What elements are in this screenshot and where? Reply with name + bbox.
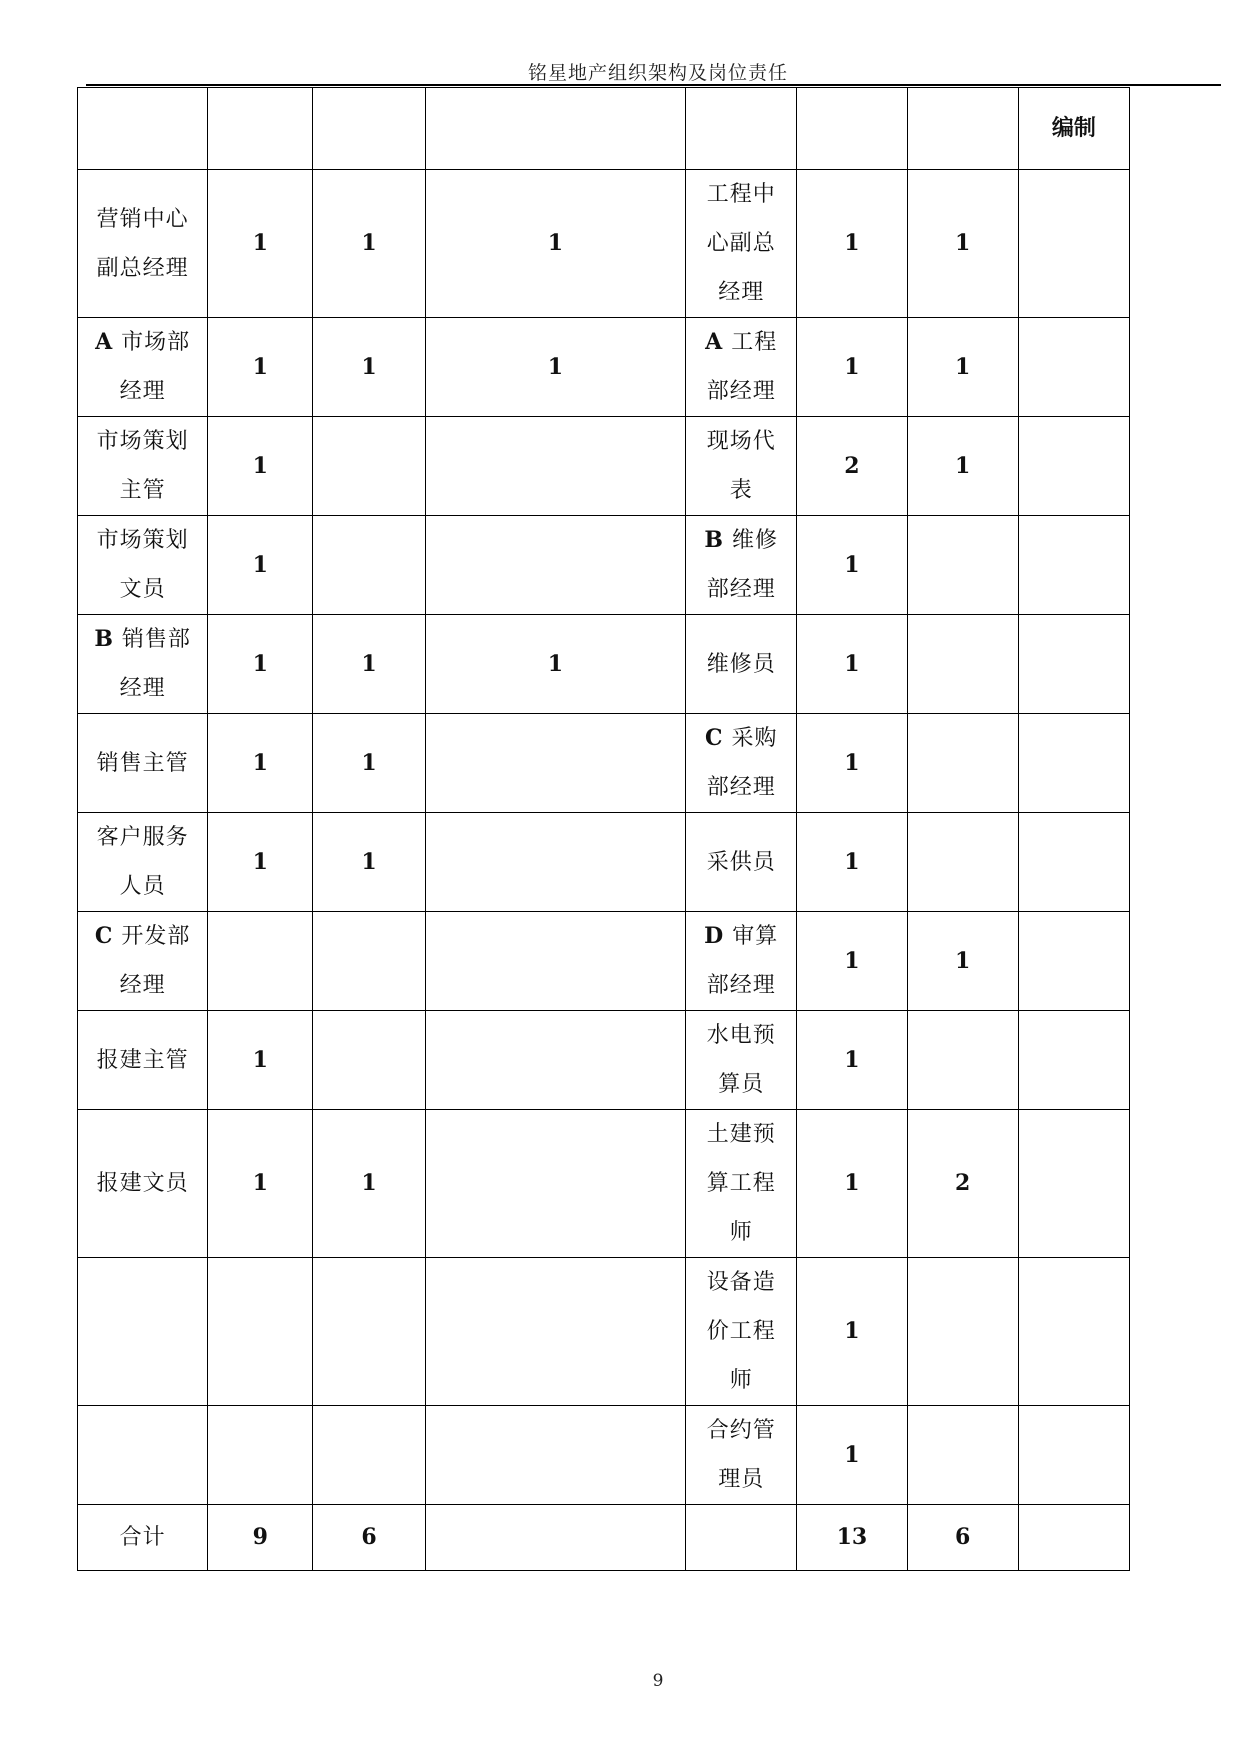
count-cell: 1 [797, 1110, 907, 1258]
count-cell: 2 [797, 417, 907, 516]
position-cell-marketing [78, 615, 208, 714]
count-cell [313, 1406, 425, 1505]
position-cell-engineering [686, 1258, 797, 1406]
position-cell-engineering-prefix: B [704, 527, 725, 553]
table-row [78, 1011, 1130, 1110]
position-cell-engineering [686, 1011, 797, 1110]
position-cell-engineering-label: 现场代 表 [706, 429, 776, 503]
position-cell-engineering-prefix: C [704, 725, 724, 751]
position-cell-marketing-prefix: B [94, 626, 114, 652]
position-cell-engineering-text [707, 1406, 776, 1504]
position-cell-marketing-label: 销售主管 [96, 750, 189, 776]
position-cell-marketing-label: 销售部 经理 [119, 627, 191, 701]
total-row [78, 1505, 1130, 1571]
count-cell: 1 [208, 1110, 313, 1258]
position-cell-engineering [686, 318, 797, 417]
table-row [78, 714, 1130, 813]
total-label-cell-text [120, 1513, 166, 1562]
table-row [78, 615, 1130, 714]
count-cell [1018, 1406, 1129, 1505]
count-cell: 1 [425, 615, 685, 714]
count-cell: 1 [313, 318, 425, 417]
position-cell-engineering-text [707, 417, 776, 515]
count-cell [208, 1258, 313, 1406]
position-cell-engineering-label: 采购 部经理 [706, 726, 778, 800]
table-header-row [78, 88, 1130, 170]
count-cell [425, 516, 685, 615]
position-cell-engineering-label: 水电预 算员 [706, 1023, 776, 1097]
count-cell [313, 1258, 425, 1406]
count-cell [907, 1011, 1018, 1110]
count-cell: 1 [313, 1110, 425, 1258]
position-cell-marketing [78, 813, 208, 912]
position-cell-engineering-text [705, 318, 777, 416]
position-cell-marketing-text [97, 1159, 189, 1208]
position-cell-marketing-text [97, 739, 189, 788]
count-cell: 1 [797, 1406, 907, 1505]
header-cell-staffing: 编制 [1018, 88, 1129, 170]
position-cell-marketing-label: 报建文员 [96, 1171, 189, 1196]
total-count-cell: 6 [907, 1505, 1018, 1571]
position-cell-engineering-label: 合约管 理员 [706, 1418, 776, 1492]
position-cell-engineering [686, 912, 797, 1011]
table-row [78, 813, 1130, 912]
total-count-cell: 13 [797, 1505, 907, 1571]
count-cell [907, 813, 1018, 912]
position-cell-marketing [78, 1110, 208, 1258]
count-cell: 1 [313, 170, 425, 318]
position-cell-marketing-text [95, 318, 190, 416]
position-cell-engineering [686, 1110, 797, 1258]
count-cell [313, 417, 425, 516]
count-cell: 1 [208, 170, 313, 318]
position-cell-engineering-text [704, 912, 778, 1010]
total-count-cell: 6 [313, 1505, 425, 1571]
position-cell-engineering [686, 516, 797, 615]
position-cell-marketing-label: 开发部 经理 [119, 924, 191, 998]
header-cell-blank [797, 88, 907, 170]
count-cell: 1 [208, 417, 313, 516]
count-cell: 1 [208, 714, 313, 813]
page-number: 9 [652, 1671, 664, 1691]
position-cell-engineering-label: 审算 部经理 [706, 924, 779, 998]
count-cell [313, 912, 425, 1011]
count-cell [425, 1011, 685, 1110]
position-cell-marketing-text [97, 813, 189, 911]
count-cell [1018, 1011, 1129, 1110]
total-label-cell-label: 合计 [119, 1525, 166, 1550]
position-cell-engineering [686, 813, 797, 912]
total-count-cell [1018, 1505, 1129, 1571]
position-cell-marketing-label: 市场策划 文员 [96, 528, 189, 602]
position-cell-engineering-text [707, 640, 776, 689]
count-cell: 1 [797, 170, 907, 318]
header-cell-blank [313, 88, 425, 170]
position-cell-engineering-prefix: D [704, 923, 725, 949]
position-cell-marketing [78, 1011, 208, 1110]
staffing-table [77, 87, 1130, 1571]
count-cell: 1 [208, 813, 313, 912]
count-cell [425, 714, 685, 813]
count-cell [1018, 813, 1129, 912]
count-cell: 1 [797, 912, 907, 1011]
header-cell-blank [208, 88, 313, 170]
header-cell-blank [907, 88, 1018, 170]
position-cell-engineering-label: 维修员 [706, 651, 776, 677]
position-cell-marketing-label: 报建主管 [96, 1047, 189, 1073]
position-cell-marketing-prefix: C [94, 923, 114, 949]
position-cell-marketing-prefix: A [95, 329, 114, 355]
position-cell-marketing [78, 170, 208, 318]
position-cell-marketing [78, 516, 208, 615]
position-cell-engineering-label: 工程中 心副总 经理 [706, 182, 776, 305]
table-body [78, 88, 1130, 1571]
position-cell-marketing [78, 912, 208, 1011]
count-cell [425, 1110, 685, 1258]
position-cell-engineering-text [707, 170, 776, 317]
count-cell [425, 417, 685, 516]
count-cell: 1 [208, 516, 313, 615]
count-cell [425, 1406, 685, 1505]
position-cell-engineering [686, 170, 797, 318]
count-cell [1018, 912, 1129, 1011]
count-cell: 1 [797, 714, 907, 813]
count-cell: 1 [313, 714, 425, 813]
count-cell [907, 1406, 1018, 1505]
position-cell-marketing-text [94, 615, 191, 713]
total-label-cell [78, 1505, 208, 1571]
position-cell-engineering-label: 维修 部经理 [706, 528, 779, 602]
count-cell [208, 1406, 313, 1505]
total-right-label-cell [686, 1505, 797, 1571]
position-cell-marketing-label: 市场部 经理 [119, 330, 191, 404]
position-cell-marketing [78, 714, 208, 813]
count-cell [313, 1011, 425, 1110]
table-row [78, 417, 1130, 516]
count-cell [1018, 170, 1129, 318]
count-cell [1018, 318, 1129, 417]
count-cell: 1 [797, 1258, 907, 1406]
count-cell [208, 912, 313, 1011]
total-count-cell [425, 1505, 685, 1571]
count-cell [425, 912, 685, 1011]
count-cell: 1 [907, 318, 1018, 417]
position-cell-engineering [686, 615, 797, 714]
position-cell-engineering-label: 采供员 [706, 849, 776, 875]
count-cell: 1 [313, 813, 425, 912]
position-cell-engineering-text [707, 1258, 776, 1405]
count-cell: 1 [797, 318, 907, 417]
count-cell [1018, 417, 1129, 516]
table-row [78, 1110, 1130, 1258]
count-cell: 1 [208, 615, 313, 714]
count-cell: 1 [208, 318, 313, 417]
count-cell: 1 [797, 516, 907, 615]
position-cell-marketing-text [95, 912, 191, 1010]
count-cell: 1 [797, 1011, 907, 1110]
table-row [78, 170, 1130, 318]
position-cell-marketing [78, 1406, 208, 1505]
count-cell [907, 1258, 1018, 1406]
total-count-cell: 9 [208, 1505, 313, 1571]
table-row [78, 318, 1130, 417]
count-cell [907, 516, 1018, 615]
position-cell-engineering-text [705, 714, 778, 812]
count-cell [1018, 516, 1129, 615]
position-cell-marketing-label: 营销中心 副总经理 [96, 206, 189, 281]
count-cell: 1 [208, 1011, 313, 1110]
position-cell-engineering-label: 土建预 算工程 师 [706, 1122, 776, 1245]
count-cell: 1 [425, 170, 685, 318]
count-cell [907, 714, 1018, 813]
count-cell: 1 [425, 318, 685, 417]
count-cell [1018, 714, 1129, 813]
count-cell: 1 [907, 417, 1018, 516]
count-cell: 2 [907, 1110, 1018, 1258]
position-cell-engineering-text [704, 516, 778, 614]
position-cell-engineering [686, 714, 797, 813]
position-cell-engineering-text [707, 1110, 776, 1257]
position-cell-marketing-text [97, 195, 189, 293]
position-cell-marketing-label: 市场策划 主管 [96, 429, 189, 503]
header-cell-blank [686, 88, 797, 170]
position-cell-marketing [78, 1258, 208, 1406]
position-cell-marketing-text [97, 516, 189, 614]
table-row [78, 1406, 1130, 1505]
count-cell: 1 [313, 615, 425, 714]
count-cell: 1 [797, 615, 907, 714]
position-cell-engineering [686, 417, 797, 516]
position-cell-engineering-label: 工程 部经理 [706, 330, 778, 404]
count-cell [1018, 1110, 1129, 1258]
position-cell-marketing [78, 318, 208, 417]
table-row [78, 516, 1130, 615]
count-cell: 1 [797, 813, 907, 912]
position-cell-engineering-text [707, 838, 776, 887]
count-cell: 1 [907, 170, 1018, 318]
position-cell-marketing-text [97, 417, 189, 515]
position-cell-marketing-label: 客户服务 人员 [96, 825, 189, 899]
position-cell-engineering-prefix: A [705, 329, 724, 355]
count-cell [1018, 1258, 1129, 1406]
table-row [78, 912, 1130, 1011]
position-cell-engineering-text [707, 1011, 776, 1109]
header-cell-blank [425, 88, 685, 170]
header-cell-blank [78, 88, 208, 170]
position-cell-marketing [78, 417, 208, 516]
count-cell [425, 813, 685, 912]
header-rule [86, 84, 1221, 86]
position-cell-marketing-text [97, 1036, 189, 1085]
count-cell [907, 615, 1018, 714]
position-cell-engineering-label: 设备造 价工程 师 [706, 1270, 776, 1393]
position-cell-engineering [686, 1406, 797, 1505]
count-cell: 1 [907, 912, 1018, 1011]
count-cell [1018, 615, 1129, 714]
table-row [78, 1258, 1130, 1406]
count-cell [313, 516, 425, 615]
count-cell [425, 1258, 685, 1406]
page-header-title: 铭星地产组织架构及岗位责任 [527, 62, 788, 84]
